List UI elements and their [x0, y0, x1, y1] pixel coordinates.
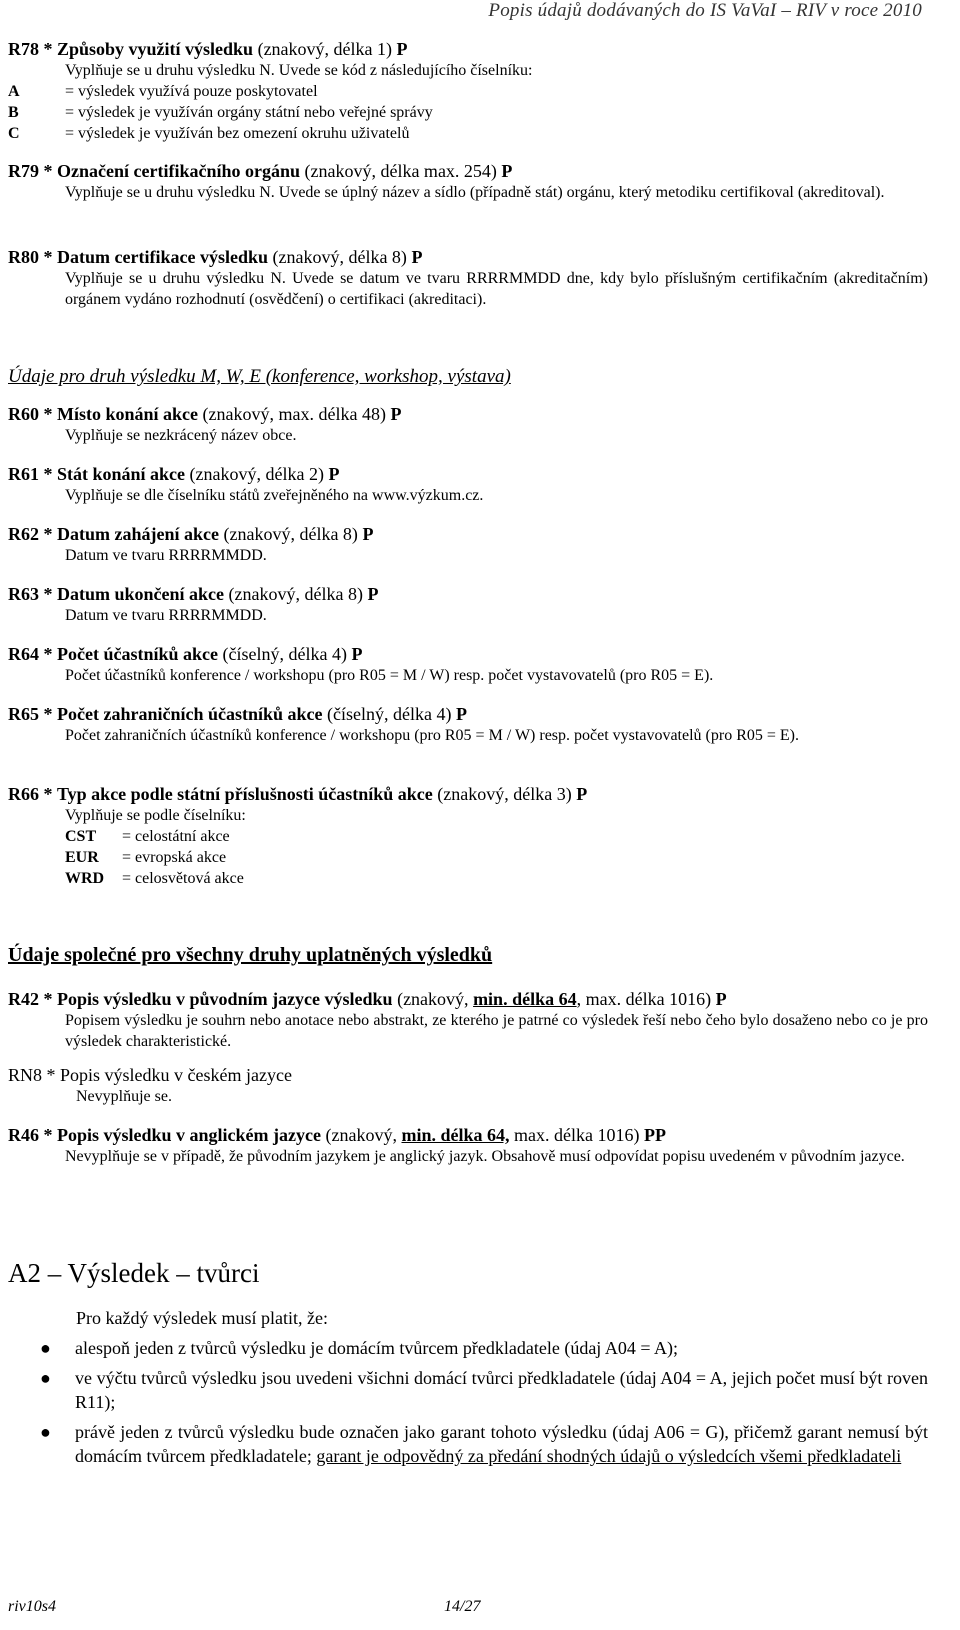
bullet-item: ● právě jeden z tvůrců výsledku bude označen jako garant tohoto výsledku (údaj A06 = G), přičemž garant nemusí být domácím tvůrcem předkladatele; garant je odpovědný za předání shodných údajů o výsledcích všemi předkladateli: [8, 1420, 928, 1468]
code-row: EUR = evropská akce: [65, 849, 227, 866]
code-row: WRD = celosvětová akce: [65, 870, 244, 887]
field-description: Počet účastníků konference / workshopu (pro R05 = M / W) resp. počet vystavovatelů (pro R05 = E).: [65, 667, 714, 684]
field-title: R78 * Způsoby využití výsledku (znakový, délka 1) P: [8, 39, 408, 59]
field-r64: [8, 643, 928, 686]
field-r65: [8, 703, 928, 746]
field-title: R46 * Popis výsledku v anglickém jazyce (znakový, min. délka 64, max. délka 1016) PP: [8, 1125, 666, 1145]
field-title: R60 * Místo konání akce (znakový, max. délka 48) P: [8, 404, 402, 424]
field-description: Nevyplňuje se v případě, že původním jazykem je anglický jazyk. Obsahově musí odpovídat popisu uvedeném v původním jazyce.: [65, 1148, 905, 1165]
field-r79: [8, 160, 928, 203]
field-title: R62 * Datum zahájení akce (znakový, délka 8) P: [8, 524, 374, 544]
footer-doc-id: riv10s4: [8, 1598, 56, 1615]
field-title: R80 * Datum certifikace výsledku (znakový, délka 8) P: [8, 247, 423, 267]
code-row: B = výsledek je využíván orgány státní nebo veřejné správy: [8, 104, 433, 121]
field-r42: [8, 988, 928, 1052]
field-title: R42 * Popis výsledku v původním jazyce výsledku (znakový, min. délka 64, max. délka 1016) P: [8, 989, 727, 1009]
field-description: Vyplňuje se dle číselníku států zveřejněného na www.výzkum.cz.: [65, 487, 484, 504]
field-r62: [8, 523, 928, 566]
chapter-heading-a2: A2 – Výsledek – tvůrci: [8, 1258, 260, 1288]
code-row: CST = celostátní akce: [65, 828, 230, 845]
field-title: RN8 * Popis výsledku v českém jazyce: [8, 1065, 292, 1085]
field-description: Vyplňuje se podle číselníku:: [65, 807, 246, 824]
field-r46: [8, 1124, 928, 1167]
section-heading-common: Údaje společné pro všechny druhy uplatněných výsledků: [8, 944, 493, 966]
field-description: Vyplňuje se u druhu výsledku N. Uvede se úplný název a sídlo (případně stát) orgánu, který metodiku certifikoval (akreditoval).: [65, 184, 885, 201]
field-description: Popisem výsledku je souhrn nebo anotace nebo abstrakt, ze kterého je patrné co výsledek řeší nebo čeho bylo dosaženo nebo co je pro výsledek charakteristické.: [65, 1012, 928, 1050]
field-title: R65 * Počet zahraničních účastníků akce (číselný, délka 4) P: [8, 704, 467, 724]
field-rn8: [8, 1064, 928, 1107]
bullet-dot-icon: ●: [40, 1422, 51, 1442]
field-description: Vyplňuje se nezkrácený název obce.: [65, 427, 297, 444]
field-description: Datum ve tvaru RRRRMMDD.: [65, 547, 267, 564]
footer-page-number: 14/27: [444, 1598, 481, 1615]
code-row: C = výsledek je využíván bez omezení okruhu uživatelů: [8, 125, 410, 142]
field-r63: [8, 583, 928, 626]
field-r78: [8, 38, 928, 144]
field-title: R79 * Označení certifikačního orgánu (znakový, délka max. 254) P: [8, 161, 513, 181]
field-title: R61 * Stát konání akce (znakový, délka 2) P: [8, 464, 340, 484]
bullet-dot-icon: ●: [40, 1368, 51, 1388]
field-description: Vyplňuje se u druhu výsledku N. Uvede se kód z následujícího číselníku:: [65, 62, 533, 79]
bullet-item: ● alespoň jeden z tvůrců výsledku je domácím tvůrcem předkladatele (údaj A04 = A);: [8, 1336, 928, 1360]
field-title: R64 * Počet účastníků akce (číselný, délka 4) P: [8, 644, 363, 664]
field-description: Datum ve tvaru RRRRMMDD.: [65, 607, 267, 624]
field-title: R63 * Datum ukončení akce (znakový, délka 8) P: [8, 584, 379, 604]
field-title: R66 * Typ akce podle státní příslušnosti účastníků akce (znakový, délka 3) P: [8, 784, 588, 804]
field-description: Počet zahraničních účastníků konference / workshopu (pro R05 = M / W) resp. počet vystavovatelů (pro R05 = E).: [65, 727, 799, 744]
bullet-item: ● ve výčtu tvůrců výsledku jsou uvedeni všichni domácí tvůrci předkladatele (údaj A04 = A, jejich počet musí být roven R11);: [8, 1366, 928, 1414]
code-row: A = výsledek využívá pouze poskytovatel: [8, 83, 318, 100]
field-r60: [8, 403, 928, 446]
field-r80: [8, 246, 928, 310]
a2-body: [8, 1306, 928, 1474]
section-heading-conference: Údaje pro druh výsledku M, W, E (konference, workshop, výstava): [8, 366, 511, 387]
a2-intro: Pro každý výsledek musí platit, že:: [76, 1308, 328, 1328]
field-r66: [8, 783, 928, 889]
bullet-dot-icon: ●: [40, 1338, 51, 1358]
field-description: Nevyplňuje se.: [76, 1088, 172, 1105]
field-description: Vyplňuje se u druhu výsledku N. Uvede se datum ve tvaru RRRRMMDD dne, kdy bylo příslušným certifikačním (akreditačním) orgánem vydáno rozhodnutí (osvědčení) o certifikaci (akreditaci).: [65, 270, 928, 308]
field-r61: [8, 463, 928, 506]
page-header: Popis údajů dodávaných do IS VaVaI – RIV v roce 2010: [488, 0, 922, 21]
